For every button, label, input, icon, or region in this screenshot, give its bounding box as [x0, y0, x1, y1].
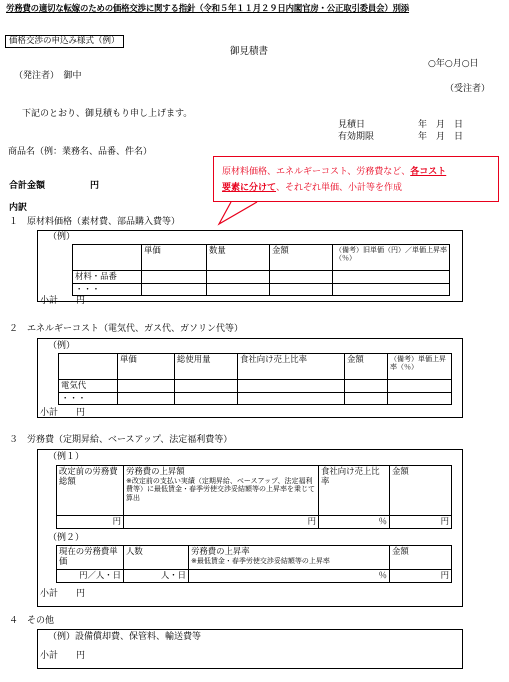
s3-ex2-note: ※最低賃金・春季労使交渉妥結額等の上昇率 — [191, 556, 330, 565]
s3-ex2-people: 人数 — [124, 546, 189, 570]
s1-col-amount: 金額 — [270, 245, 333, 271]
estimate-date-value: 年 月 日 — [418, 120, 464, 130]
callout-post: 、それぞれ単価、小計等を作成 — [276, 183, 403, 193]
s3-ex1-increase-label: 労務費の上昇額 — [126, 466, 185, 476]
s1-col-qty: 数量 — [207, 245, 270, 271]
section4-subtotal: 小計 円 — [40, 651, 86, 661]
section4-example: （例）設備償却費、保管料、輸送費等 — [48, 632, 202, 642]
callout-pre: 原材料価格、エネルギーコスト、労務費など、 — [222, 167, 411, 177]
s1-row-material: 材料・品番 — [73, 271, 142, 284]
s3-ex1-base: 改定前の労務費総額 — [57, 466, 124, 516]
s3-ex2-v2: 人・日 — [124, 570, 189, 583]
section3-example1: （例１） — [48, 452, 85, 462]
total-amount: 合計金額 円 — [9, 181, 100, 191]
s3-ex1-pct: ％ — [319, 516, 390, 529]
section3-table1 — [56, 465, 452, 529]
s1-col-unit: 単価 — [142, 245, 207, 271]
document-name: 御見積書 — [230, 46, 269, 57]
section3-table2 — [56, 545, 452, 583]
s2-col-ratio: 食社向け売上比率 — [238, 354, 345, 380]
s3-ex2-increase — [189, 546, 390, 570]
form-label: 価格交渉の申込み様式（例） — [5, 35, 124, 48]
s3-ex2-v1: 円／人・日 — [57, 570, 124, 583]
s3-ex1-note: ※改定前の支払い実績（定期昇給、ベースアップ、法定福利費等）に最低賃金・春季労使交渉妥結額等の上昇率を乗じて算出 — [126, 476, 315, 503]
section2-table — [58, 353, 452, 405]
s3-ex2-increase-label: 労務費の上昇率 — [191, 546, 250, 556]
estimate-date-label: 見積日 — [338, 120, 366, 130]
s1-row-etc: ・・・ — [73, 283, 142, 296]
callout-emph2: 要素に分けて — [222, 183, 277, 193]
section2-example: （例） — [48, 341, 76, 351]
product-line: 商品名（例：業務名、品番、件名） — [8, 147, 153, 157]
section4-heading: ４ その他 — [9, 616, 55, 626]
breakdown-heading: 内訳 — [9, 203, 28, 213]
s3-ex2-amount: 金額 — [390, 546, 452, 570]
supplier-line: （受注者） — [445, 84, 491, 94]
section1-subtotal: 小計 円 — [40, 296, 86, 306]
section3-subtotal: 小計 円 — [40, 589, 86, 599]
s2-col-usage: 総使用量 — [175, 354, 238, 380]
s3-ex1-ratio: 食社向け売上比率 — [319, 466, 390, 516]
s2-col-amount: 金額 — [345, 354, 388, 380]
section1-example: （例） — [48, 232, 76, 242]
callout-box — [213, 156, 499, 202]
section2-subtotal: 小計 円 — [40, 408, 86, 418]
s1-col-note: （備考）旧単価（円）／単価上昇率（％） — [333, 245, 450, 271]
callout-emph1: 各コスト — [410, 167, 447, 177]
intro-text: 下記のとおり、御見積もり申し上げます。 — [22, 109, 193, 119]
document-title: 労務費の適切な転嫁のための価格交渉に関する指針（令和５年１１月２９日内閣官房・公正取引委員会）別添 — [6, 3, 410, 13]
s3-ex2-pct: ％ — [189, 570, 390, 583]
s3-ex1-yen3: 円 — [390, 516, 452, 529]
section1-heading: １ 原材料価格（素材費、部品購入費等） — [9, 217, 181, 227]
s2-row-etc: ・・・ — [59, 392, 118, 405]
valid-until-value: 年 月 日 — [418, 132, 464, 142]
callout-pointer — [213, 198, 273, 228]
s3-ex1-yen2: 円 — [124, 516, 319, 529]
section3-heading: ３ 労務費（定期昇給、ベースアップ、法定福利費等） — [9, 435, 233, 445]
issue-date: ○年○月○日 — [428, 59, 479, 69]
s3-ex1-yen1: 円 — [57, 516, 124, 529]
s2-row-electric: 電気代 — [59, 380, 118, 393]
section1-table — [72, 244, 450, 296]
s2-col-note: （備考）単価上昇率（％） — [388, 354, 452, 380]
s3-ex1-amount: 金額 — [390, 466, 452, 516]
s3-ex2-rate: 現在の労務費単価 — [57, 546, 124, 570]
section2-heading: ２ エネルギーコスト（電気代、ガス代、ガソリン代等） — [9, 324, 244, 334]
orderer-line: （発注者） 御中 — [14, 71, 82, 81]
s3-ex1-increase — [124, 466, 319, 516]
s2-col-unit: 単価 — [118, 354, 175, 380]
valid-until-label: 有効期限 — [338, 132, 375, 142]
s3-ex2-yen: 円 — [390, 570, 452, 583]
section3-example2: （例２） — [48, 533, 85, 543]
